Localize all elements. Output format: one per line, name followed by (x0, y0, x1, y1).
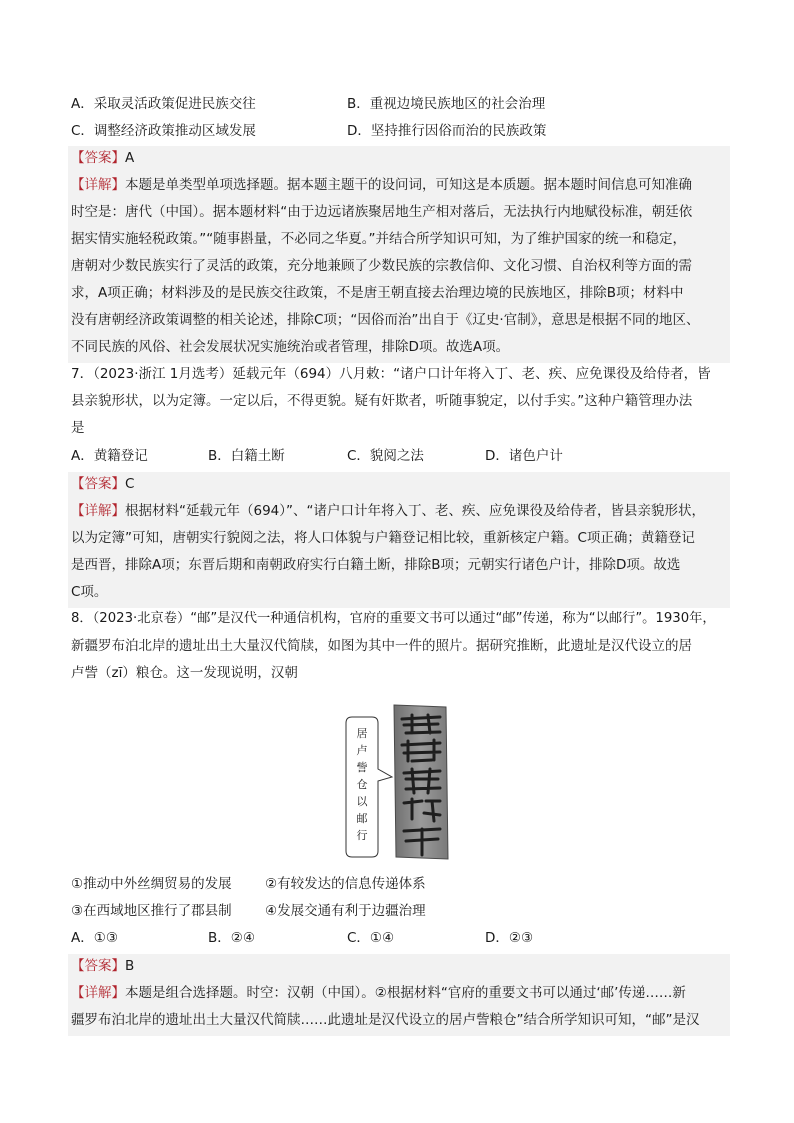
bamboo-slip-figure (342, 703, 454, 861)
detail-tag: 【详解】 (71, 177, 125, 193)
q7-stem-line: 7．（2023·浙江 1月选考）延载元年（694）八月敕：“诸户口计年将入丁、老、疾、应免课役及给侍者，皆 (71, 366, 711, 382)
q8-stem-line: 卢訾（zī）粮仓。这一发现说明，汉朝 (71, 665, 298, 681)
answer-tag: 【答案】 (71, 150, 125, 166)
answer-tag: 【答案】 (71, 958, 125, 974)
q8-detail-line: 疆罗布泊北岸的遗址出土大量汉代简牍……此遗址是汉代设立的居卢訾粮仓”结合所学知识可知，“邮”是汉 (71, 1012, 700, 1028)
q6-detail-line: 时空是：唐代（中国）。据本题材料“由于边远诸族聚居地生产相对落后，无法执行内地赋役标准，朝廷依 (71, 204, 693, 220)
q6-option-b: B．重视边境民族地区的社会治理 (347, 96, 546, 112)
q8-detail-line: 【详解】本题是组合选择题。时空：汉朝（中国）。②根据材料“官府的重要文书可以通过‘邮’传递……新 (71, 985, 686, 1001)
q6-option-a: A．采取灵活政策促进民族交往 (71, 96, 256, 112)
q8-statement-4: ④发展交通有利于边疆治理 (265, 903, 426, 919)
answer-value: C (125, 476, 135, 492)
q7-option-b: B．白籍土断 (208, 448, 285, 464)
q8-statement-1: ①推动中外丝绸贸易的发展 (71, 876, 232, 892)
q7-option-c: C．貌阅之法 (347, 448, 424, 464)
q6-detail-line: 【详解】本题是单类型单项选择题。据本题主题干的设问词，可知这是本质题。据本题时间信息可知准确 (71, 177, 692, 193)
q7-detail-line: C项。 (71, 584, 108, 600)
q8-option-c: C．①④ (347, 930, 395, 946)
q8-stem-line: 8．（2023·北京卷）“邮”是汉代一种通信机构，官府的重要文书可以通过“邮”传递，称为“以邮行”。1930年， (71, 611, 716, 626)
q8-statement-2: ②有较发达的信息传递体系 (265, 876, 426, 892)
answer-value: A (125, 150, 135, 166)
detail-tag: 【详解】 (71, 985, 125, 1001)
q7-detail-line: 【详解】根据材料“延载元年（694）”、“诸户口计年将入丁、老、疾、应免课役及给侍者，皆县亲貌形状， (71, 503, 705, 519)
q7-detail-line: 以为定簿”可知，唐朝实行貌阅之法，将人口体貌与户籍登记相比较，重新核定户籍。C项正确；黄籍登记 (71, 530, 695, 546)
q8-option-d: D．②③ (485, 930, 534, 946)
answer-tag: 【答案】 (71, 476, 125, 492)
q6-detail-line: 据实情实施轻税政策。”“随事斟量，不必同之华夏。”并结合所学知识可知，为了维护国家的统一和稳定， (71, 231, 686, 247)
q8-stem-line: 新疆罗布泊北岸的遗址出土大量汉代简牍，如图为其中一件的照片。据研究推断，此遗址是汉代设立的居 (71, 638, 692, 654)
q8-answer (71, 956, 134, 976)
q8-statement-3: ③在西域地区推行了郡县制 (71, 903, 232, 919)
q6-detail-line: 唐朝对少数民族实行了灵活的政策，充分地兼顾了少数民族的宗教信仰、文化习惯、自治权利等方面的需 (71, 258, 692, 274)
q8-option-b: B．②④ (208, 930, 255, 946)
q6-option-c: C．调整经济政策推动区域发展 (71, 123, 256, 139)
detail-tag: 【详解】 (71, 503, 125, 519)
q7-stem-line: 是 (71, 420, 85, 436)
answer-value: B (125, 958, 135, 974)
q6-answer (71, 148, 134, 168)
q6-option-d: D．坚持推行因俗而治的民族政策 (347, 123, 547, 139)
q8-option-a: A．①③ (71, 930, 118, 946)
figure-callout-label: 居卢訾仓以邮行 (356, 727, 368, 842)
q6-detail-line: 求，A项正确；材料涉及的是民族交往政策，不是唐王朝直接去治理边境的民族地区，排除B项；材料中 (71, 285, 684, 301)
q7-answer (71, 474, 134, 494)
q6-detail-line: 没有唐朝经济政策调整的相关论述，排除C项；“因俗而治”出自于《辽史·官制》，意思是根据不同的地区、 (71, 312, 700, 328)
q7-detail-line: 是西晋，排除A项；东晋后期和南朝政府实行白籍土断，排除B项；元朝实行诸色户计，排除D项。故选 (71, 557, 681, 573)
q7-option-a: A．黄籍登记 (71, 448, 148, 464)
q7-stem-line: 县亲貌形状，以为定簿。一定以后，不得更貌。疑有奸欺者，听随事貌定，以付手实。”这种户籍管理办法 (71, 393, 693, 409)
q7-option-d: D．诸色户计 (485, 448, 563, 464)
q6-detail-line: 不同民族的风俗、社会发展状况实施统治或者管理，排除D项。故选A项。 (71, 339, 510, 355)
